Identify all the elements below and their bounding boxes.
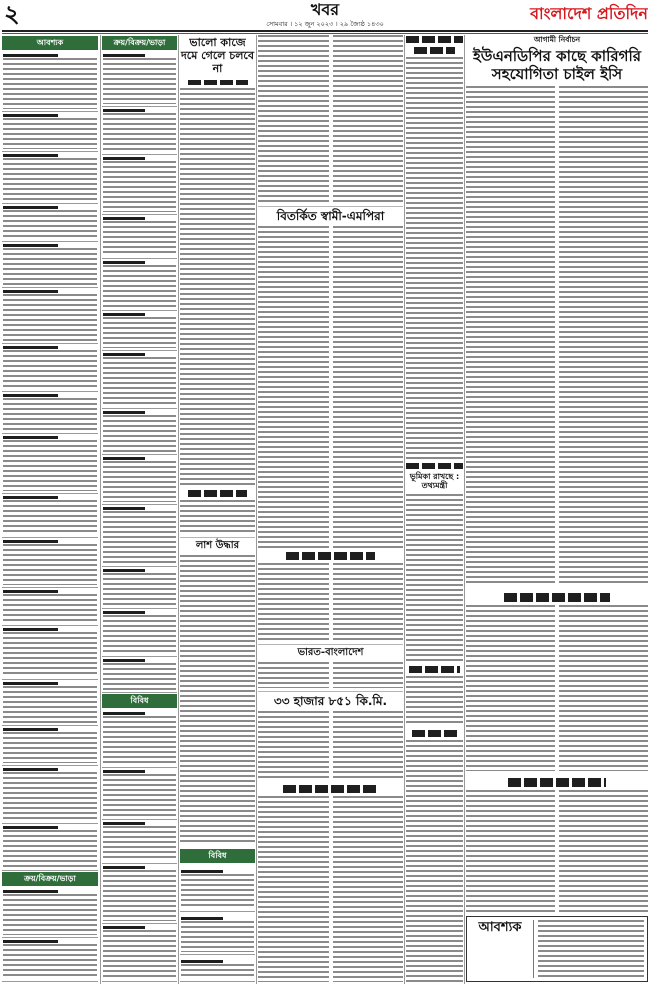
classified-ad	[2, 824, 98, 871]
classified-ad	[2, 494, 98, 538]
body-text	[333, 35, 404, 203]
byline-placeholder	[188, 80, 248, 85]
classified-ad	[102, 567, 177, 609]
classified-header-misc: বিবিধ	[102, 694, 177, 708]
news-column-middle	[258, 35, 403, 982]
headline-information-minister: ভূমিকা রাখছে : তথ্যমন্ত্রী	[409, 472, 460, 491]
headline-good-work: ভালো কাজে দমে গেলে চলবে না	[181, 36, 254, 75]
headline-india-bangladesh: ভারত-বাংলাদেশ	[258, 644, 403, 659]
body-text	[333, 662, 404, 688]
body-text	[406, 57, 463, 459]
body-text-columns	[258, 796, 403, 982]
headline-body-recovered: লাশ উদ্ধার	[180, 537, 255, 552]
body-text	[406, 740, 463, 982]
classifieds-column-wanted	[2, 35, 98, 982]
body-text	[406, 494, 463, 662]
classified-ad	[102, 505, 177, 567]
classified-ad	[102, 609, 177, 657]
headline-placeholder	[283, 785, 379, 793]
body-text-columns	[466, 86, 648, 586]
body-text	[333, 226, 404, 548]
classified-ad	[2, 112, 98, 152]
classified-ad	[2, 726, 98, 766]
classified-ad	[102, 710, 177, 768]
headline-placeholder	[286, 552, 376, 560]
body-text	[333, 796, 404, 982]
headline-placeholder	[504, 593, 610, 602]
classified-ad	[2, 888, 98, 938]
body-text-columns	[466, 605, 648, 771]
headline-placeholder	[409, 666, 459, 673]
body-text	[258, 662, 329, 688]
headline-placeholder	[412, 730, 458, 737]
body-text-columns	[258, 711, 403, 781]
headline-placeholder	[188, 490, 247, 497]
classified-ad	[180, 868, 255, 912]
classified-ad	[2, 588, 98, 626]
classified-ad	[102, 820, 177, 864]
body-text-columns	[258, 226, 403, 548]
classified-ad	[102, 107, 177, 155]
classified-ad	[102, 924, 177, 982]
classified-ad	[2, 392, 98, 434]
body-text	[406, 676, 463, 726]
headline-road-km: ৩৩ হাজার ৮৫১ কি.মি.	[258, 691, 403, 708]
classified-ad	[2, 538, 98, 588]
masthead-rule-thin	[2, 33, 648, 34]
classified-ad	[2, 288, 98, 344]
body-text	[559, 86, 648, 586]
classified-ad	[102, 768, 177, 820]
classified-ad	[2, 626, 98, 680]
classified-ad	[2, 344, 98, 392]
classified-ad	[2, 434, 98, 494]
headline-placeholder	[406, 463, 463, 469]
body-text	[466, 86, 555, 586]
lead-kicker: আগামী নির্বাচন	[533, 35, 581, 44]
headline-center: বিতর্কিত স্বামী-এমপিরা	[258, 206, 403, 223]
body-text	[258, 226, 329, 548]
column-divider	[100, 35, 101, 984]
headline-placeholder	[508, 778, 606, 787]
body-text	[333, 711, 404, 781]
column-divider	[256, 35, 257, 984]
body-text-columns	[258, 35, 403, 203]
classified-ad	[102, 311, 177, 351]
classified-ad	[102, 155, 177, 215]
classified-ad	[2, 52, 98, 112]
body-text-columns	[258, 662, 403, 688]
classified-ad	[2, 680, 98, 726]
newspaper-logo: বাংলাদেশ প্রতিদিন	[530, 4, 648, 23]
column-divider	[464, 35, 465, 984]
classified-ad	[2, 152, 98, 204]
masthead-rule	[2, 30, 648, 32]
body-text	[466, 790, 555, 913]
body-text	[180, 88, 255, 486]
classified-ad	[2, 938, 98, 982]
column-divider	[404, 35, 405, 984]
classified-ad	[102, 409, 177, 455]
body-text-columns	[466, 790, 648, 913]
dateline: সোমবার । ১২ জুন ২০২৩ । ২৯ জ্যৈষ্ঠ ১৪৩০	[266, 20, 384, 28]
classified-ad	[102, 351, 177, 409]
advertisement-text	[538, 920, 644, 978]
section-title: খবর	[310, 0, 340, 19]
classified-ad	[102, 864, 177, 924]
classified-ad	[102, 657, 177, 693]
classified-ad	[102, 455, 177, 505]
classified-header-misc-lower: বিবিধ	[180, 849, 255, 863]
classified-header-buy-sell-rent-lower: ক্রয়/বিক্রয়/ভাড়া	[2, 872, 98, 886]
news-column-lead	[466, 35, 648, 982]
headline-placeholder	[414, 47, 455, 54]
advertisement-title: আবশ্যক	[470, 920, 534, 978]
body-text	[333, 563, 404, 641]
classified-ad	[102, 52, 177, 107]
body-text	[559, 605, 648, 771]
body-text	[258, 35, 329, 203]
classified-ad	[102, 215, 177, 259]
body-text	[559, 790, 648, 913]
page-number: ২	[4, 0, 20, 28]
body-text-columns	[258, 563, 403, 641]
classified-ad	[180, 958, 255, 982]
body-text	[180, 500, 255, 534]
body-text	[180, 555, 255, 845]
lead-headline: ইউএনডিপির কাছে কারিগরি সহযোগিতা চাইল ইসি	[472, 47, 642, 83]
classified-header-wanted: আবশ্যক	[2, 36, 98, 50]
classifieds-column-buy-sell	[102, 35, 177, 982]
classified-ad	[2, 242, 98, 288]
classified-ad	[102, 259, 177, 311]
body-text	[466, 605, 555, 771]
headline-placeholder	[406, 36, 463, 43]
body-text	[258, 796, 329, 982]
classified-ad	[2, 766, 98, 824]
column-divider	[178, 35, 179, 984]
classified-ad	[180, 915, 255, 955]
advertisement-box	[466, 916, 648, 982]
body-text	[258, 563, 329, 641]
body-text	[258, 711, 329, 781]
news-column-d	[406, 35, 463, 982]
classified-header-buy-sell-rent: ক্রয়/বিক্রয়/ভাড়া	[102, 36, 177, 50]
news-column-c	[180, 35, 255, 982]
classified-ad	[2, 204, 98, 242]
